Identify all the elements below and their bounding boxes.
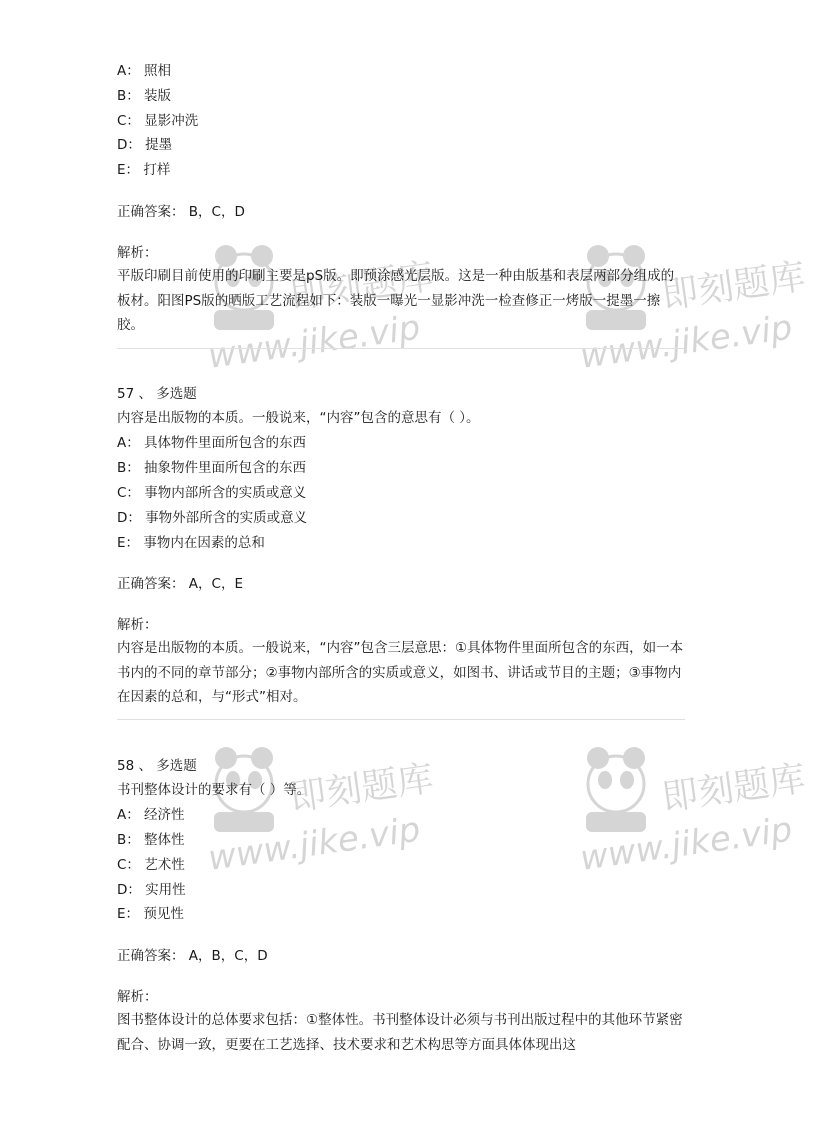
option-a: A： 照相 <box>117 63 172 79</box>
option-c: C： 艺术性 <box>117 857 185 873</box>
watermark-left-2 <box>200 740 460 880</box>
option-d: D： 提墨 <box>117 137 173 153</box>
option-c: C： 事物内部所含的实质或意义 <box>117 485 307 501</box>
watermark-brand: 即刻题库 <box>659 758 808 819</box>
option-e: E： 打样 <box>117 162 171 178</box>
analysis-text: 图书整体设计的总体要求包括：①整体性。书刊整体设计必须与书刊出版过程中的其他环节紧密配合、协调一致，更要在工艺选择、技术要求和艺术构思等方面具体体现出这 <box>117 1012 683 1053</box>
question-stem: 内容是出版物的本质。一般说来，“内容”包含的意思有（ ）。 <box>117 410 480 426</box>
watermark-right-2 <box>572 740 808 880</box>
correct-answer: 正确答案： A，C，E <box>117 576 243 592</box>
watermark-brand: 即刻题库 <box>287 256 436 317</box>
analysis-text: 平版印刷目前使用的印刷主要是pS版。即预涂感光层版。这是一种由版基和表层两部分组成的板材。阳图PS版的晒版工艺流程如下：装版一曝光一显影冲洗一检查修正一烤版一提墨一擦胶。 <box>117 268 675 333</box>
watermark-brand: 即刻题库 <box>659 256 808 317</box>
correct-answer: 正确答案： A，B，C，D <box>117 948 268 964</box>
watermark-url: www.jike.vip <box>577 307 795 377</box>
question-number: 58 、 多选题 <box>117 758 197 774</box>
question-number: 57 、 多选题 <box>117 386 197 402</box>
option-b: B： 装版 <box>117 88 172 104</box>
option-b: B： 抽象物件里面所包含的东西 <box>117 460 307 476</box>
watermark-url: www.jike.vip <box>205 809 423 879</box>
option-a: A： 经济性 <box>117 807 185 823</box>
option-d: D： 实用性 <box>117 882 186 898</box>
analysis-text: 内容是出版物的本质。一般说来，“内容”包含三层意思：①具体物件里面所包含的东西，如一本书内的不同的章节部分；②事物内部所含的实质或意义，如图书、讲话或节目的主题；③事物内在因素的总和，与“形式”相对。 <box>117 640 684 705</box>
question-stem: 书刊整体设计的要求有（ ）等。 <box>117 782 311 798</box>
watermark-url: www.jike.vip <box>205 307 423 377</box>
analysis-label: 解析： <box>117 989 158 1005</box>
panda-logo-icon <box>200 740 460 880</box>
watermark-brand: 即刻题库 <box>287 758 436 819</box>
panda-logo-icon <box>572 740 832 880</box>
watermark-url: www.jike.vip <box>577 809 795 879</box>
analysis-label: 解析： <box>117 617 158 633</box>
option-e: E： 事物内在因素的总和 <box>117 535 265 551</box>
analysis-label: 解析： <box>117 245 158 261</box>
option-d: D： 事物外部所含的实质或意义 <box>117 510 308 526</box>
option-b: B： 整体性 <box>117 832 185 848</box>
question-divider <box>117 719 685 720</box>
option-a: A： 具体物件里面所包含的东西 <box>117 435 307 451</box>
question-divider <box>117 348 685 349</box>
correct-answer: 正确答案： B，C，D <box>117 204 245 220</box>
option-e: E： 预见性 <box>117 906 184 922</box>
option-c: C： 显影冲洗 <box>117 113 199 129</box>
